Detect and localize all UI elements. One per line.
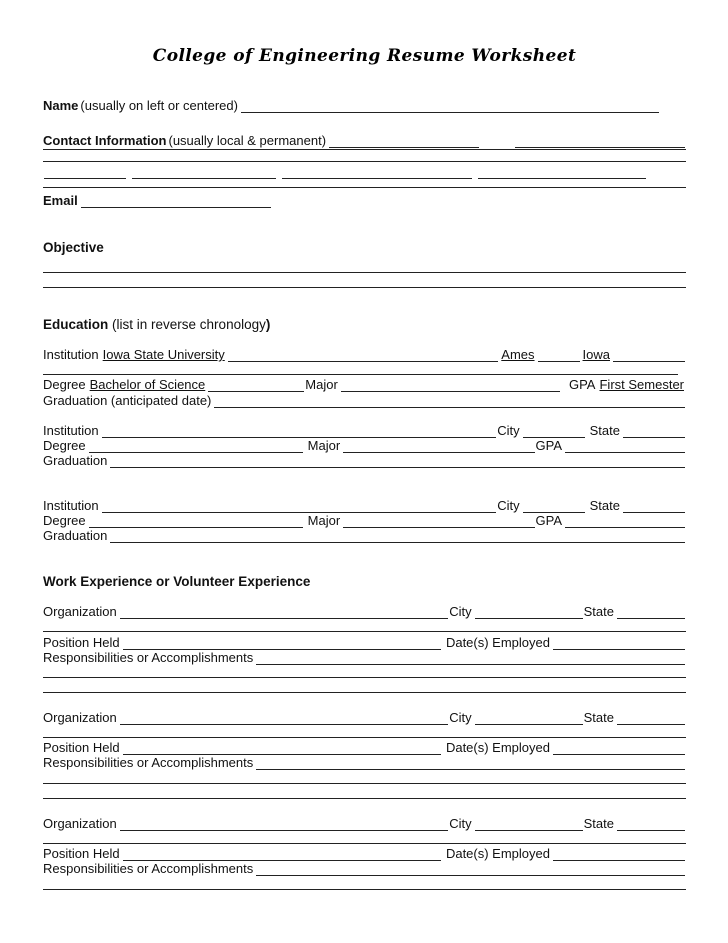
work3-responsibilities-label: Responsibilities or Accomplishments — [43, 861, 254, 876]
work1-position-label: Position Held — [43, 635, 120, 650]
edu1-degree-fill[interactable] — [208, 379, 304, 392]
work1-city-label: City — [449, 604, 472, 619]
work2-position-field[interactable] — [123, 742, 441, 755]
edu1-institution-value[interactable]: Iowa State University — [102, 347, 225, 362]
work1-dates-field[interactable] — [553, 637, 685, 650]
edu3-state-label: State — [589, 498, 620, 513]
edu3-institution-field[interactable] — [102, 500, 497, 513]
contact-field-local[interactable] — [329, 135, 479, 148]
edu2-institution-row — [43, 423, 686, 439]
edu1-degree-label: Degree — [43, 377, 86, 392]
edu3-state-field[interactable] — [623, 500, 685, 513]
work2-city-field[interactable] — [475, 712, 583, 725]
contact-label: Contact Information — [43, 133, 167, 148]
edu2-graduation-row — [43, 453, 686, 469]
edu3-major-field[interactable] — [343, 515, 534, 528]
edu2-degree-row — [43, 438, 686, 454]
edu3-city-label: City — [497, 498, 520, 513]
edu1-gpa-value[interactable]: First Semester — [599, 377, 684, 392]
work1-responsibilities-field[interactable] — [256, 652, 685, 665]
work1-city-field[interactable] — [475, 606, 583, 619]
work1-state-label: State — [583, 604, 614, 619]
contact-field-d[interactable] — [478, 166, 646, 179]
contact-field-b[interactable] — [132, 166, 276, 179]
edu1-graduation-label: Graduation (anticipated date) — [43, 393, 212, 408]
contact-line-3[interactable] — [43, 161, 686, 162]
edu2-graduation-label: Graduation — [43, 453, 108, 468]
name-label: Name — [43, 98, 79, 113]
work2-responsibilities-label: Responsibilities or Accomplishments — [43, 755, 254, 770]
work3-organization-label: Organization — [43, 816, 117, 831]
work3-position-label: Position Held — [43, 846, 120, 861]
objective-line-2[interactable] — [43, 287, 686, 288]
work2-line[interactable] — [43, 737, 686, 738]
edu1-city-fill[interactable] — [538, 349, 580, 362]
work1-state-field[interactable] — [617, 606, 685, 619]
edu1-state-fill[interactable] — [613, 349, 685, 362]
edu2-state-field[interactable] — [623, 425, 685, 438]
email-row — [43, 193, 686, 209]
work2-organization-row — [43, 710, 686, 726]
work1-resp-line-2[interactable] — [43, 677, 686, 678]
edu3-graduation-row — [43, 528, 686, 544]
work2-state-label: State — [583, 710, 614, 725]
edu2-gpa-label: GPA — [535, 438, 562, 453]
edu1-degree-row — [43, 377, 686, 393]
work3-position-field[interactable] — [123, 848, 441, 861]
contact-field-a[interactable] — [44, 166, 126, 179]
edu3-institution-label: Institution — [43, 498, 99, 513]
work1-dates-label: Date(s) Employed — [445, 635, 550, 650]
name-row — [43, 98, 686, 114]
contact-row — [43, 133, 686, 149]
work2-position-label: Position Held — [43, 740, 120, 755]
edu1-institution-fill[interactable] — [228, 349, 499, 362]
education-hint: (list in reverse chronology — [112, 317, 266, 332]
work2-city-label: City — [449, 710, 472, 725]
edu3-gpa-label: GPA — [535, 513, 562, 528]
edu1-major-label: Major — [305, 377, 338, 392]
edu1-graduation-row — [43, 393, 686, 409]
edu2-city-field[interactable] — [523, 425, 585, 438]
work3-state-field[interactable] — [617, 818, 685, 831]
edu2-degree-field[interactable] — [89, 440, 303, 453]
edu2-degree-label: Degree — [43, 438, 86, 453]
page-title: College of Engineering Resume Worksheet — [152, 46, 577, 66]
edu3-gpa-field[interactable] — [565, 515, 685, 528]
work2-responsibilities-row — [43, 755, 686, 771]
contact-field-c[interactable] — [282, 166, 472, 179]
work2-resp-line-2[interactable] — [43, 783, 686, 784]
edu1-institution-label: Institution — [43, 347, 99, 362]
education-heading-text: Education — [43, 317, 109, 332]
work3-resp-line-2[interactable] — [43, 889, 686, 890]
work-heading: Work Experience or Volunteer Experience — [43, 574, 311, 589]
contact-row-4 — [43, 164, 686, 180]
worksheet-page — [43, 0, 686, 943]
work3-city-label: City — [449, 816, 472, 831]
contact-field-permanent[interactable] — [515, 135, 685, 148]
edu2-gpa-field[interactable] — [565, 440, 685, 453]
contact-hint: (usually local & permanent) — [168, 133, 327, 148]
edu1-major-field[interactable] — [341, 379, 560, 392]
edu1-graduation-field[interactable] — [214, 395, 685, 408]
edu2-major-label: Major — [307, 438, 341, 453]
name-field[interactable] — [241, 100, 659, 113]
edu3-degree-label: Degree — [43, 513, 86, 528]
email-label: Email — [43, 193, 78, 208]
work2-organization-field[interactable] — [120, 712, 449, 725]
work3-organization-row — [43, 816, 686, 832]
edu3-city-field[interactable] — [523, 500, 585, 513]
work3-line[interactable] — [43, 843, 686, 844]
work1-position-row — [43, 635, 686, 651]
work1-responsibilities-row — [43, 650, 686, 666]
work1-position-field[interactable] — [123, 637, 441, 650]
edu3-degree-field[interactable] — [89, 515, 303, 528]
objective-line-1[interactable] — [43, 272, 686, 273]
name-hint: (usually on left or centered) — [80, 98, 238, 113]
work2-position-row — [43, 740, 686, 756]
work3-dates-field[interactable] — [553, 848, 685, 861]
edu1-line[interactable] — [43, 374, 678, 375]
edu3-institution-row — [43, 498, 686, 514]
edu3-degree-row — [43, 513, 686, 529]
work2-responsibilities-field[interactable] — [256, 757, 685, 770]
edu2-state-label: State — [589, 423, 620, 438]
edu3-major-label: Major — [307, 513, 341, 528]
work3-city-field[interactable] — [475, 818, 583, 831]
work2-resp-line-3[interactable] — [43, 798, 686, 799]
edu2-city-label: City — [497, 423, 520, 438]
work1-organization-label: Organization — [43, 604, 117, 619]
work1-organization-row — [43, 604, 686, 620]
contact-line-2[interactable] — [43, 149, 686, 150]
education-close-paren: ) — [265, 317, 271, 332]
work2-state-field[interactable] — [617, 712, 685, 725]
work2-organization-label: Organization — [43, 710, 117, 725]
edu1-institution-row — [43, 347, 686, 363]
objective-heading: Objective — [43, 240, 104, 255]
education-heading — [43, 317, 270, 333]
edu2-major-field[interactable] — [343, 440, 534, 453]
work1-resp-line-3[interactable] — [43, 692, 686, 693]
work3-state-label: State — [583, 816, 614, 831]
email-field[interactable] — [81, 195, 271, 208]
edu3-graduation-label: Graduation — [43, 528, 108, 543]
work3-organization-field[interactable] — [120, 818, 449, 831]
work1-line[interactable] — [43, 631, 686, 632]
work3-responsibilities-row — [43, 861, 686, 877]
work1-organization-field[interactable] — [120, 606, 449, 619]
edu1-degree-value[interactable]: Bachelor of Science — [89, 377, 206, 392]
edu1-state-value[interactable]: Iowa — [582, 347, 610, 362]
work3-position-row — [43, 846, 686, 862]
contact-line-5[interactable] — [43, 187, 686, 188]
work2-dates-label: Date(s) Employed — [445, 740, 550, 755]
edu3-graduation-field[interactable] — [110, 530, 685, 543]
edu1-gpa-label: GPA — [568, 377, 596, 392]
edu1-city-value[interactable]: Ames — [501, 347, 535, 362]
edu2-institution-field[interactable] — [102, 425, 497, 438]
work3-dates-label: Date(s) Employed — [445, 846, 550, 861]
work2-dates-field[interactable] — [553, 742, 685, 755]
edu2-institution-label: Institution — [43, 423, 99, 438]
work3-responsibilities-field[interactable] — [256, 863, 685, 876]
work1-responsibilities-label: Responsibilities or Accomplishments — [43, 650, 254, 665]
edu2-graduation-field[interactable] — [110, 455, 685, 468]
